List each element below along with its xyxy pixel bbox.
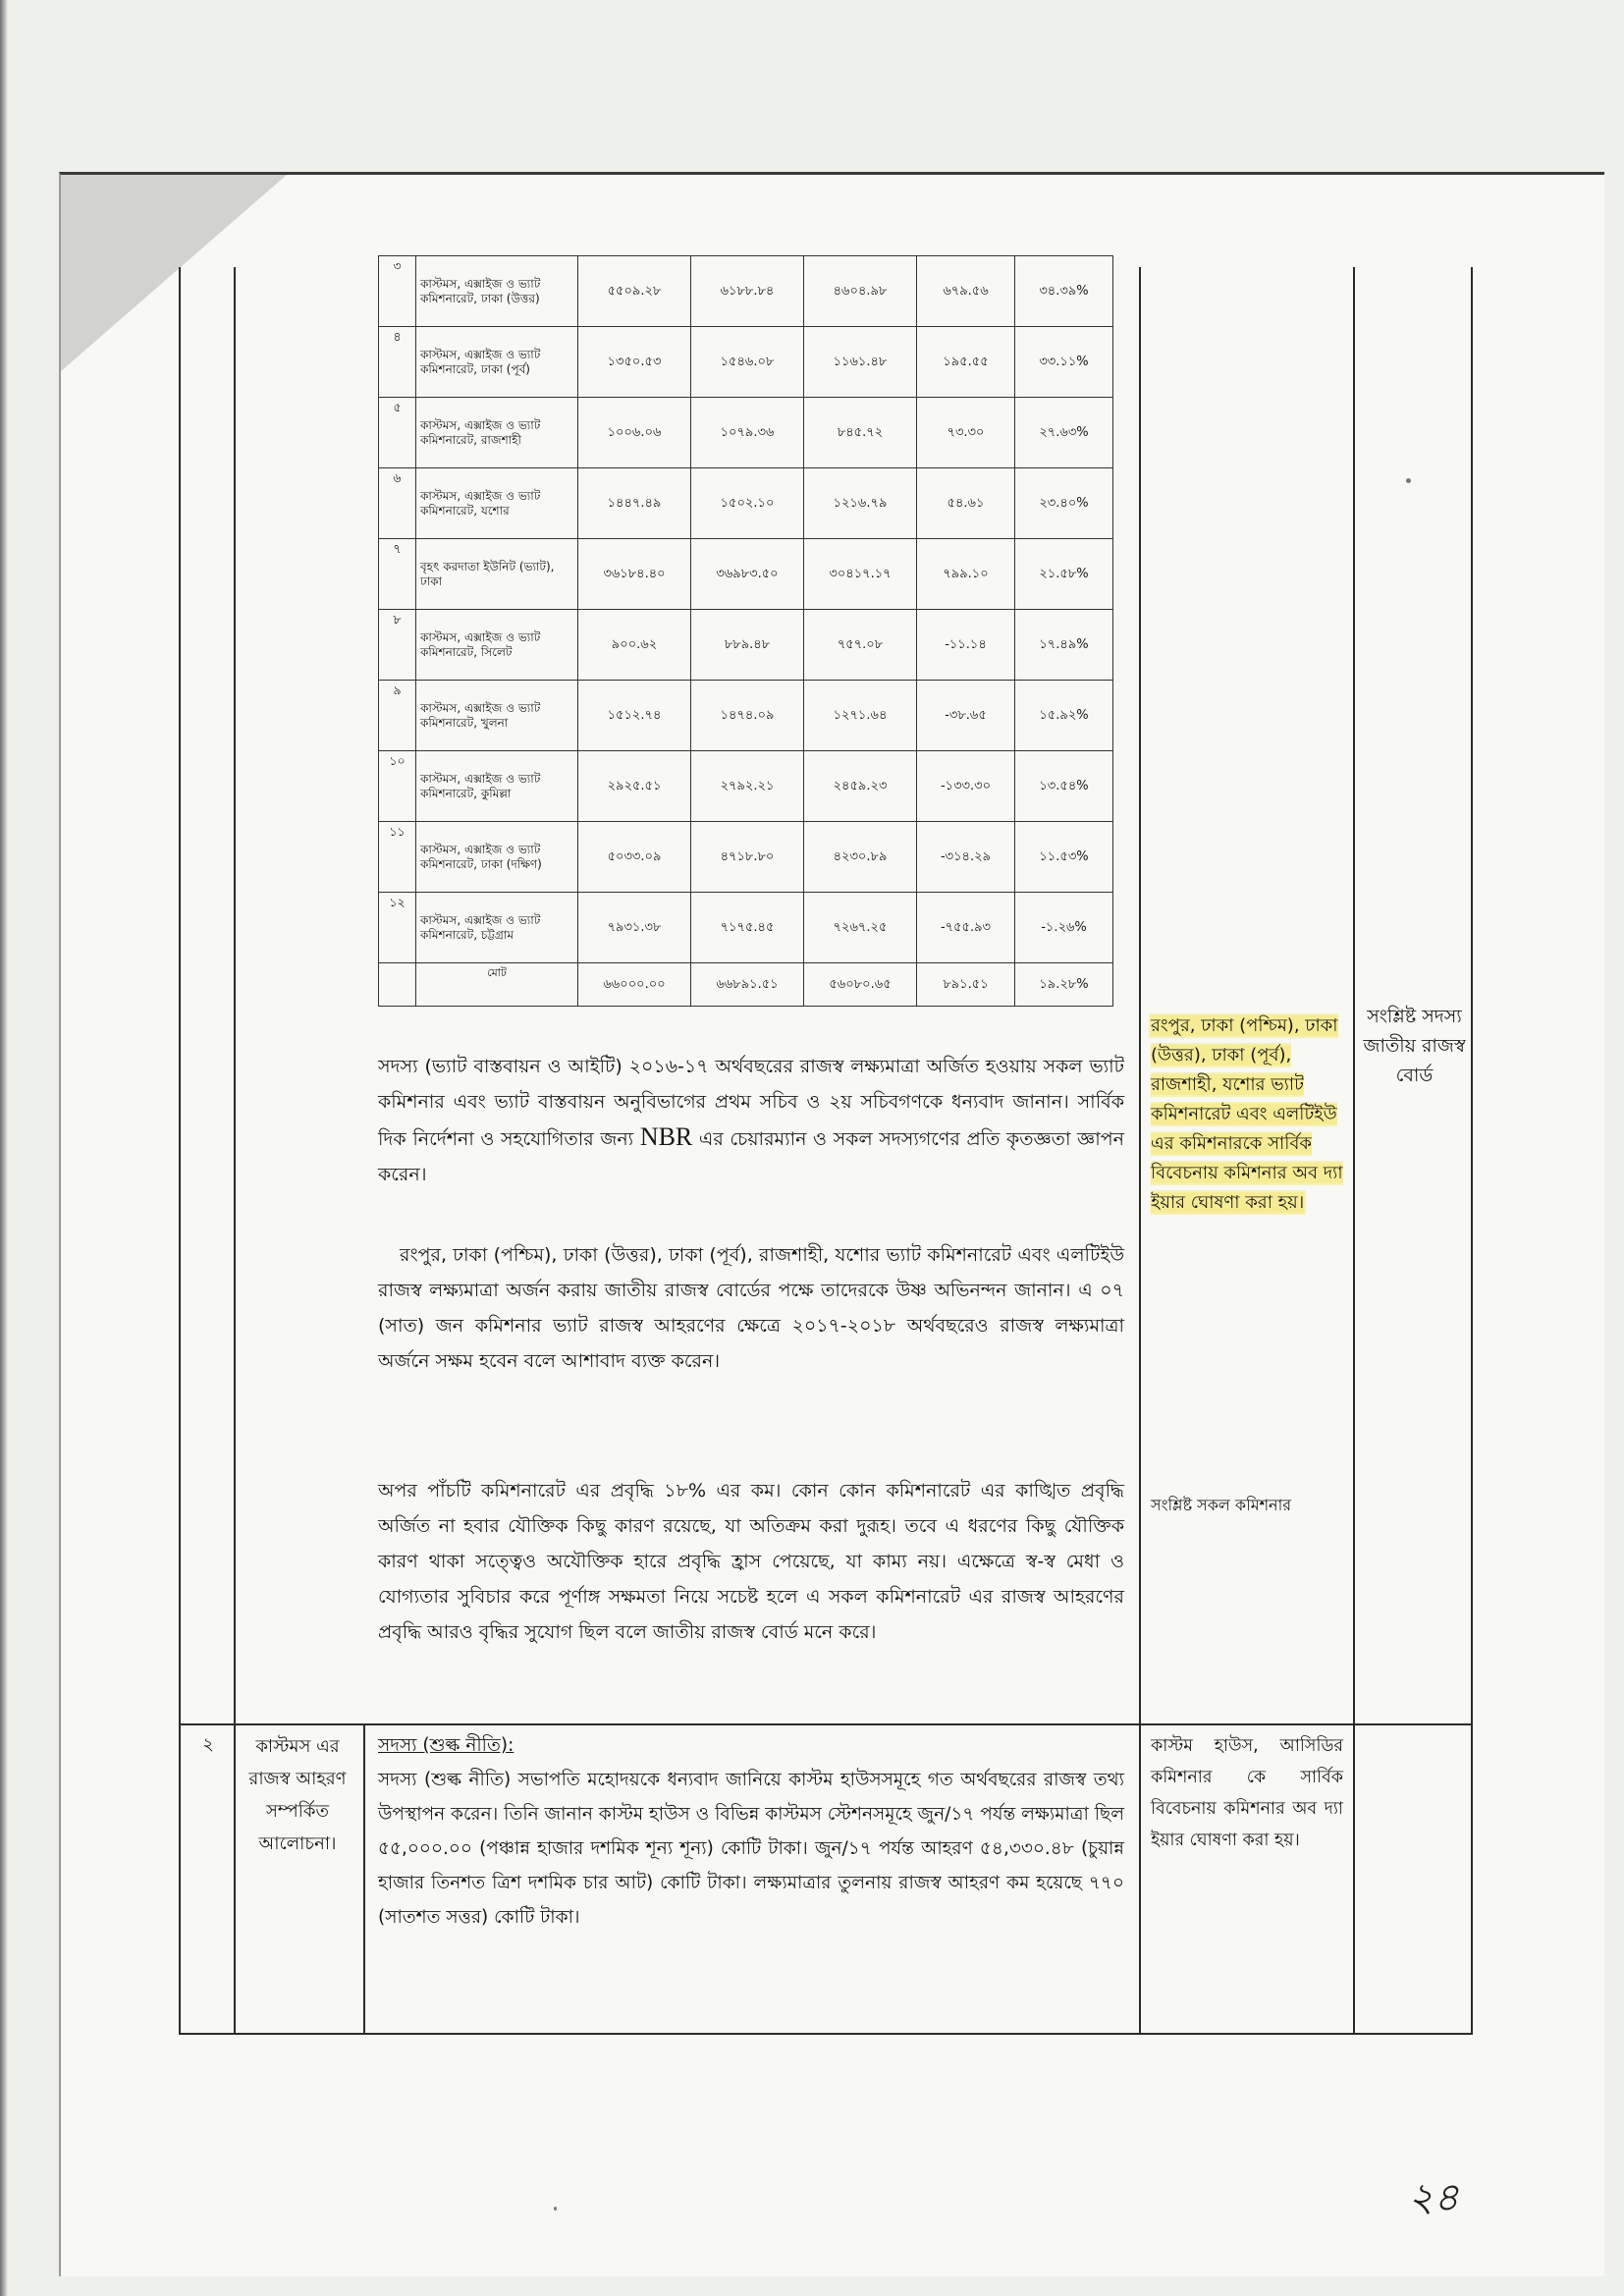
decision-commissioner-of-year <box>1151 1011 1343 1218</box>
total-difference: ৮৯১.৫১ <box>917 963 1015 1007</box>
row2-serial: ২ <box>202 1734 214 1755</box>
target-cell: ১০০৬.০৬ <box>578 398 691 468</box>
table-row <box>379 468 1113 539</box>
total-collection: ৬৬৮৯১.৫১ <box>691 963 804 1007</box>
table-row <box>379 610 1113 681</box>
paragraph-vat-thanks-tail: এর চেয়ারম্যান ও সকল সদস্যগণের প্রতি কৃতজ্ঞতা জ্ঞাপন করেন। <box>378 1128 1124 1185</box>
outer-rule-left <box>179 267 181 2035</box>
collection-cell: ৬১৮৮.৮৪ <box>691 256 804 327</box>
total-blank-cell <box>379 963 416 1007</box>
difference-cell: ৬৭৯.৫৬ <box>917 256 1015 327</box>
scan-edge <box>0 0 8 2296</box>
difference-cell: -৩৮.৬৫ <box>917 681 1015 751</box>
commissionerate-name: বৃহৎ করদাতা ইউনিট (ভ্যাট), ঢাকা <box>416 539 578 610</box>
row2-body: সদস্য (শুল্ক নীতি) সভাপতি মহোদয়কে ধন্যবাদ জানিয়ে কাস্টম হাউসসমূহে গত অর্থবছরের রাজস্ব তথ্য উপস্থাপন করেন। তিনি জানান কাস্টম হাউস ও বিভিন্ন কাস্টমস স্টেশনসমূহে জুন/১৭ পর্যন্ত লক্ষ্যমাত্রা ছিল ৫৫,০০০.০০ (পঞ্চান্ন হাজার দশমিক শূন্য শূন্য) কোটি টাকা। জুন/১৭ পর্যন্ত আহরণ ৫৪,৩৩০.৪৮ (চুয়ান্ন হাজার তিনশত ত্রিশ দশমিক চার আট) কোটি টাকা। লক্ষ্যমাত্রার তুলনায় রাজস্ব আহরণ কম হয়েছে ৭৭০ (সাতশত সত্তর) কোটি টাকা। <box>378 1770 1125 1928</box>
total-row <box>379 963 1113 1007</box>
vat-revenue-table <box>378 255 1113 1007</box>
difference-cell: ৭৯৯.১০ <box>917 539 1015 610</box>
folded-corner <box>61 175 287 371</box>
commissionerate-name: কাস্টমস, এক্সাইজ ও ভ্যাট কমিশনারেট, সিলেট <box>416 610 578 681</box>
collection-cell: ৩৬৯৮৩.৫০ <box>691 539 804 610</box>
previous-collection-cell: ২৪৫৯.২৩ <box>804 751 917 822</box>
previous-collection-cell: ৮৪৫.৭২ <box>804 398 917 468</box>
total-previous-collection: ৫৬০৮০.৬৫ <box>804 963 917 1007</box>
previous-collection-cell: ৭২৬৭.২৫ <box>804 893 917 963</box>
row2-topic: কাস্টমস এর রাজস্ব আহরণ সম্পর্কিত আলোচনা। <box>248 1736 347 1854</box>
serial-cell: ৯ <box>379 681 416 751</box>
target-cell: ২৯২৫.৫১ <box>578 751 691 822</box>
commissionerate-name: কাস্টমস, এক্সাইজ ও ভ্যাট কমিশনারেট, ঢাকা (দক্ষিণ) <box>416 822 578 893</box>
commissionerate-name: কাস্টমস, এক্সাইজ ও ভ্যাট কমিশনারেট, ঢাকা (পূর্ব) <box>416 327 578 398</box>
target-cell: ৭৯৩১.৩৮ <box>578 893 691 963</box>
collection-cell: ১৪৭৪.০৯ <box>691 681 804 751</box>
serial-cell: ১২ <box>379 893 416 963</box>
serial-cell: ৩ <box>379 256 416 327</box>
table-row <box>379 327 1113 398</box>
collection-cell: ৭১৭৫.৪৫ <box>691 893 804 963</box>
growth-cell: ১৩.৫৪% <box>1015 751 1113 822</box>
decision-all-commissioners: সংশ্লিষ্ট সকল কমিশনার <box>1151 1496 1292 1514</box>
serial-cell: ৬ <box>379 468 416 539</box>
row2-decision: কাস্টম হাউস, আসিডির কমিশনার কে সার্বিক বিবেচনায় কমিশনার অব দ্যা ইয়ার ঘোষণা করা হয়। <box>1151 1736 1343 1850</box>
target-cell: ১৪৪৭.৪৯ <box>578 468 691 539</box>
growth-cell: ৩৪.৩৯% <box>1015 256 1113 327</box>
serial-cell: ৭ <box>379 539 416 610</box>
paragraph-congratulation: রংপুর, ঢাকা (পশ্চিম), ঢাকা (উত্তর), ঢাকা (পূর্ব), রাজশাহী, যশোর ভ্যাট কমিশনারেট এবং এলটিইউ রাজস্ব লক্ষ্যমাত্রা অর্জন করায় জাতীয় রাজস্ব বোর্ডের পক্ষে তাদেরকে উষ্ণ অভিনন্দন জানান। এ ০৭ (সাত) জন কমিশনার ভ্যাট রাজস্ব আহরণের ক্ষেত্রে ২০১৭-২০১৮ অর্থবছরেও রাজস্ব লক্ষ্যমাত্রা অর্জনে সক্ষম হবেন বলে আশাবাদ ব্যক্ত করেন। <box>378 1244 1124 1372</box>
total-target: ৬৬০০০.০০ <box>578 963 691 1007</box>
previous-collection-cell: ৩০৪১৭.১৭ <box>804 539 917 610</box>
commissionerate-name: কাস্টমস, এক্সাইজ ও ভ্যাট কমিশনারেট, চট্টগ্রাম <box>416 893 578 963</box>
target-cell: ১৩৫০.৫৩ <box>578 327 691 398</box>
previous-collection-cell: ১২১৬.৭৯ <box>804 468 917 539</box>
target-cell: ৯০০.৬২ <box>578 610 691 681</box>
paragraph-low-growth: অপর পাঁচটি কমিশনারেট এর প্রবৃদ্ধি ১৮% এর কম। কোন কোন কমিশনারেট এর কাঙ্খিত প্রবৃদ্ধি অর্জিত না হবার যৌক্তিক কিছু কারণ রয়েছে, যা অতিক্রম করা দুরূহ। তবে এ ধরণের কিছু যৌক্তিক কারণ থাকা সত্ত্বেও অযৌক্তিক হারে প্রবৃদ্ধি হ্রাস পেয়েছে, যা কাম্য নয়। এক্ষেত্রে স্ব-স্ব মেধা ও যোগ্যতার সুবিচার করে পূর্ণাঙ্গ সক্ষমতা নিয়ে সচেষ্ট হলে এ সকল কমিশনারেট এর রাজস্ব আহরণের প্রবৃদ্ধি আরও বৃদ্ধির সুযোগ ছিল বলে জাতীয় রাজস্ব বোর্ড মনে করে। <box>378 1480 1124 1643</box>
total-label: মোট <box>416 963 578 1007</box>
serial-cell: ৪ <box>379 327 416 398</box>
difference-cell: ১৯৫.৫৫ <box>917 327 1015 398</box>
target-cell: ১৫১২.৭৪ <box>578 681 691 751</box>
outer-rule-decision <box>1353 267 1355 2035</box>
target-cell: ৩৬১৮৪.৪০ <box>578 539 691 610</box>
growth-cell: ১৭.৪৯% <box>1015 610 1113 681</box>
previous-collection-cell: ১১৬১.৪৮ <box>804 327 917 398</box>
outer-rule-bottom <box>179 2033 1473 2035</box>
serial-cell: ৮ <box>379 610 416 681</box>
row2-heading: সদস্য (শুল্ক নীতি): <box>378 1735 514 1756</box>
previous-collection-cell: ৪২৩০.৮৯ <box>804 822 917 893</box>
difference-cell: ৫৪.৬১ <box>917 468 1015 539</box>
previous-collection-cell: ১২৭১.৬৪ <box>804 681 917 751</box>
serial-cell: ৫ <box>379 398 416 468</box>
commissionerate-name: কাস্টমস, এক্সাইজ ও ভ্যাট কমিশনারেট, যশোর <box>416 468 578 539</box>
target-cell: ৫৫০৯.২৮ <box>578 256 691 327</box>
table-row <box>379 822 1113 893</box>
scan-speck <box>554 2207 557 2211</box>
target-cell: ৫০৩৩.০৯ <box>578 822 691 893</box>
handwritten-page-number: ২৪ <box>1408 2175 1459 2220</box>
commissionerate-name: কাস্টমস, এক্সাইজ ও ভ্যাট কমিশনারেট, কুমিল্লা <box>416 751 578 822</box>
row2-description <box>378 1728 1124 1935</box>
growth-cell: ১১.৫৩% <box>1015 822 1113 893</box>
commissionerate-name: কাস্টমস, এক্সাইজ ও ভ্যাট কমিশনারেট, ঢাকা (উত্তর) <box>416 256 578 327</box>
collection-cell: ৪৭১৮.৮০ <box>691 822 804 893</box>
serial-cell: ১১ <box>379 822 416 893</box>
commissionerate-name: কাস্টমস, এক্সাইজ ও ভ্যাট কমিশনারেট, খুলনা <box>416 681 578 751</box>
growth-cell: ৩৩.১১% <box>1015 327 1113 398</box>
table-row <box>379 893 1113 963</box>
table-row <box>379 256 1113 327</box>
serial-cell: ১০ <box>379 751 416 822</box>
difference-cell: -৩১৪.২৯ <box>917 822 1015 893</box>
collection-cell: ৮৮৯.৪৮ <box>691 610 804 681</box>
scan-speck <box>1406 478 1411 483</box>
collection-cell: ১৫০২.১০ <box>691 468 804 539</box>
outer-rule-topic <box>363 1723 365 2035</box>
growth-cell: ১৫.৯২% <box>1015 681 1113 751</box>
nbr-abbreviation: NBR <box>639 1122 693 1151</box>
difference-cell: -১১.১৪ <box>917 610 1015 681</box>
growth-cell: ২৭.৬৩% <box>1015 398 1113 468</box>
growth-cell: -১.২৬% <box>1015 893 1113 963</box>
outer-rule-row-divider <box>179 1723 1473 1725</box>
table-row <box>379 539 1113 610</box>
outer-rule-right <box>1471 267 1473 2035</box>
collection-cell: ১৫৪৬.০৮ <box>691 327 804 398</box>
collection-cell: ২৭৯২.২১ <box>691 751 804 822</box>
difference-cell: -৭৫৫.৯৩ <box>917 893 1015 963</box>
outer-rule-sl <box>234 267 236 2035</box>
table-row <box>379 681 1113 751</box>
total-growth: ১৯.২৮% <box>1015 963 1113 1007</box>
previous-collection-cell: ৪৬০৪.৯৮ <box>804 256 917 327</box>
paragraph-vat-thanks-body: সদস্য (ভ্যাট বাস্তবায়ন ও আইটি) ২০১৬-১৭ অর্থবছরের রাজস্ব লক্ষ্যমাত্রা অর্জিত হওয়ায় সকল ভ্যাট কমিশনার এবং ভ্যাট বাস্তবায়ন অনুবিভাগের প্রথম সচিব ও ২য় সচিবগণকে ধন্যবাদ জানান। সার্বিক দিক নির্দেশনা ও সহযোগিতার জন্য <box>378 1056 1124 1150</box>
table-row <box>379 751 1113 822</box>
responsible-member: সংশ্লিষ্ট সদস্য জাতীয় রাজস্ব বোর্ড <box>1363 1006 1466 1086</box>
previous-collection-cell: ৭৫৭.০৮ <box>804 610 917 681</box>
growth-cell: ২১.৫৮% <box>1015 539 1113 610</box>
difference-cell: ৭৩.৩০ <box>917 398 1015 468</box>
collection-cell: ১০৭৯.৩৬ <box>691 398 804 468</box>
outer-rule-desc <box>1139 267 1141 2035</box>
paragraph-vat-thanks <box>378 1049 1124 1192</box>
table-row <box>379 398 1113 468</box>
growth-cell: ২৩.৪০% <box>1015 468 1113 539</box>
commissionerate-name: কাস্টমস, এক্সাইজ ও ভ্যাট কমিশনারেট, রাজশাহী <box>416 398 578 468</box>
highlighted-decision: রংপুর, ঢাকা (পশ্চিম), ঢাকা (উত্তর), ঢাকা (পূর্ব), রাজশাহী, যশোর ভ্যাট কমিশনারেট এবং এলটিইউ এর কমিশনারকে সার্বিক বিবেচনায় কমিশনার অব দ্যা ইয়ার ঘোষণা করা হয়। <box>1151 1015 1343 1213</box>
difference-cell: -১৩৩.৩০ <box>917 751 1015 822</box>
